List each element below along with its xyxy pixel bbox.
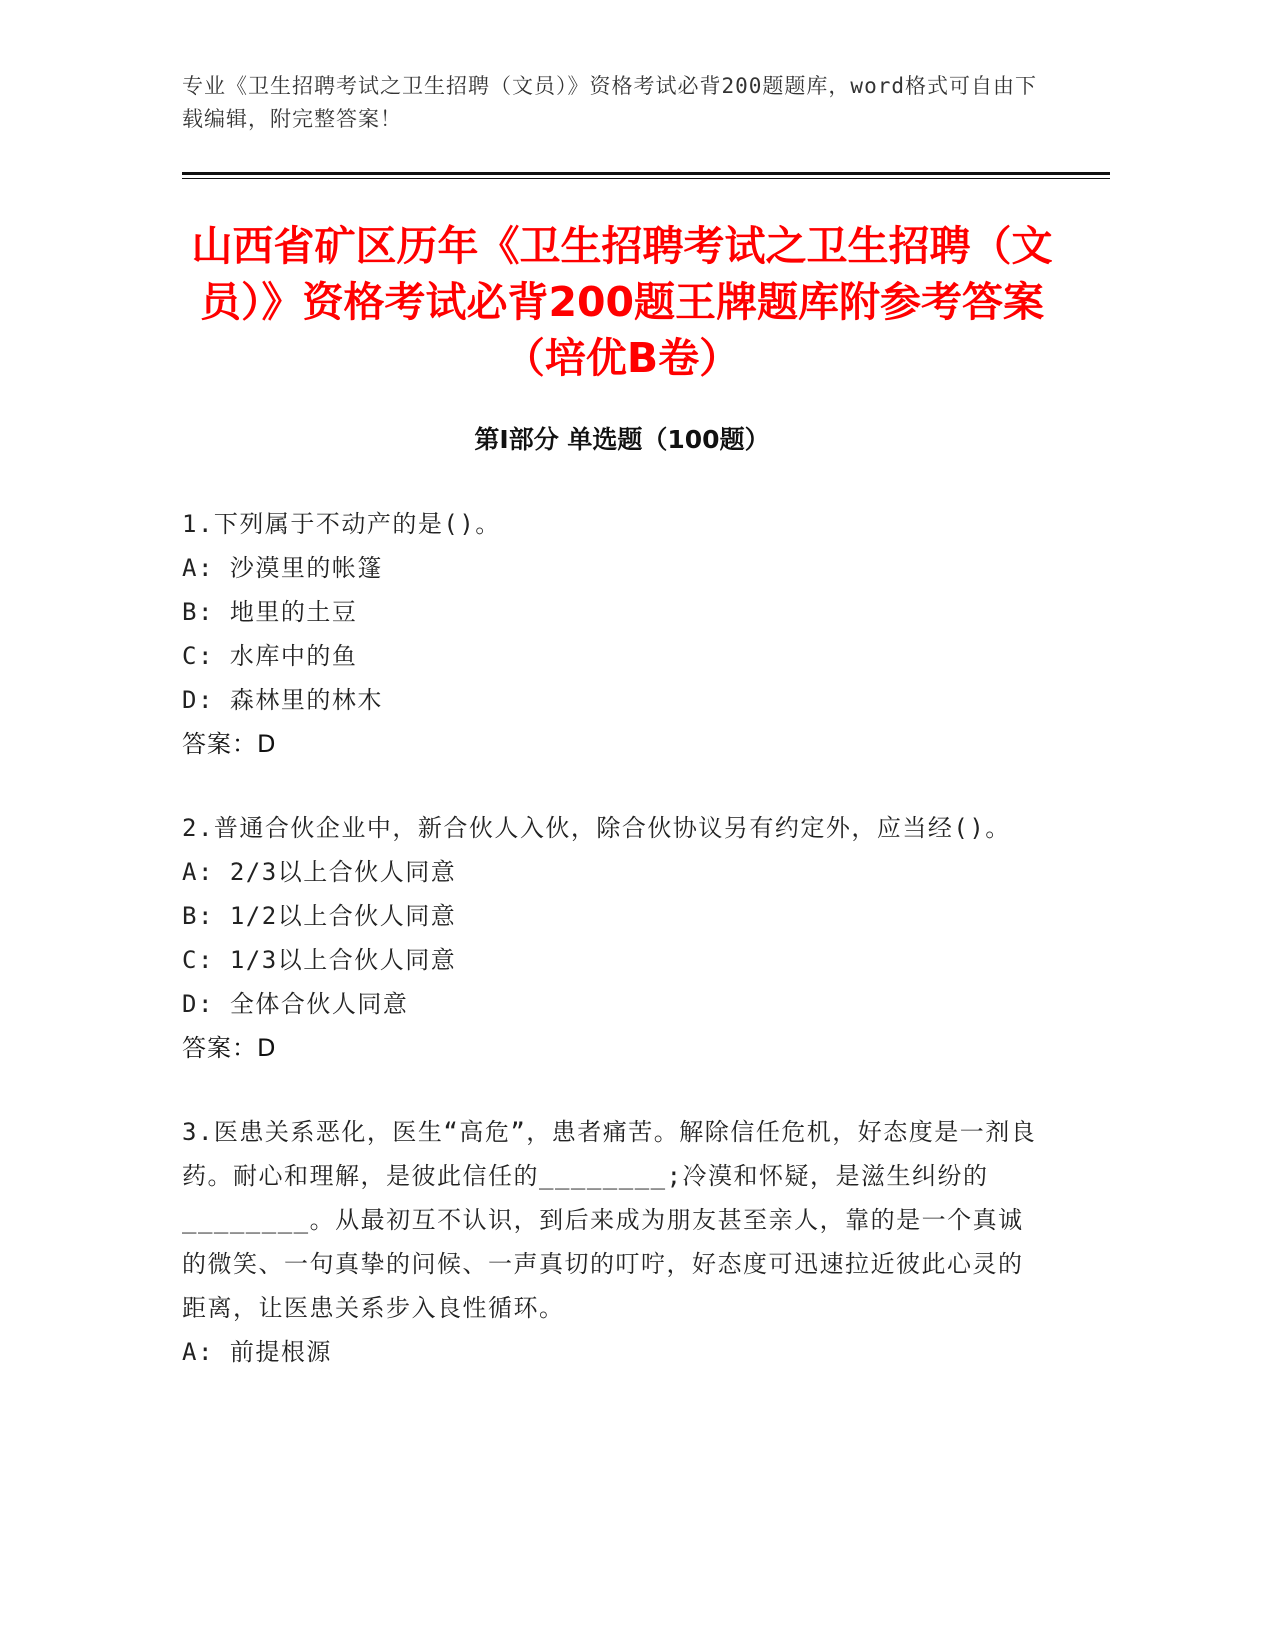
header-note: 专业《卫生招聘考试之卫生招聘（文员）》资格考试必背200题题库，word格式可自由下载编辑，附完整答案！	[182, 74, 1037, 131]
document-title: 山西省矿区历年《卫生招聘考试之卫生招聘（文员）》资格考试必背200题王牌题库附参考答案（培优B卷）	[191, 222, 1053, 382]
option-b: B: 1/2以上合伙人同意	[182, 902, 457, 930]
question-stem: 1.下列属于不动产的是()。	[182, 510, 501, 538]
option-c: C: 1/3以上合伙人同意	[182, 946, 457, 974]
option-a: A: 沙漠里的帐篷	[182, 554, 383, 582]
question-3	[182, 1110, 1042, 1374]
option-a: A: 前提根源	[182, 1338, 332, 1366]
section-heading: 第Ⅰ部分 单选题（100题）	[474, 425, 770, 454]
question-stem: 2.普通合伙企业中，新合伙人入伙，除合伙协议另有约定外，应当经()。	[182, 814, 1011, 842]
header-divider-thin	[182, 178, 1110, 179]
header-divider	[182, 172, 1110, 175]
option-d: D: 全体合伙人同意	[182, 990, 409, 1018]
question-1	[182, 502, 1042, 766]
answer: 答案：D	[182, 730, 277, 758]
question-2	[182, 806, 1042, 1070]
option-a: A: 2/3以上合伙人同意	[182, 858, 457, 886]
question-stem: 3.医患关系恶化，医生“高危”，患者痛苦。解除信任危机，好态度是一剂良药。耐心和理解，是彼此信任的________;冷漠和怀疑，是滋生纠纷的________。从最初互不认识，到后来成为朋友甚至亲人，靠的是一个真诚的微笑、一句真挚的问候、一声真切的叮咛，好态度可迅速拉近彼此心灵的距离，让医患关系步入良性循环。	[182, 1118, 1037, 1322]
option-c: C: 水库中的鱼	[182, 642, 358, 670]
answer: 答案：D	[182, 1034, 277, 1062]
question-list	[182, 502, 1042, 1414]
option-b: B: 地里的土豆	[182, 598, 358, 626]
option-d: D: 森林里的林木	[182, 686, 383, 714]
